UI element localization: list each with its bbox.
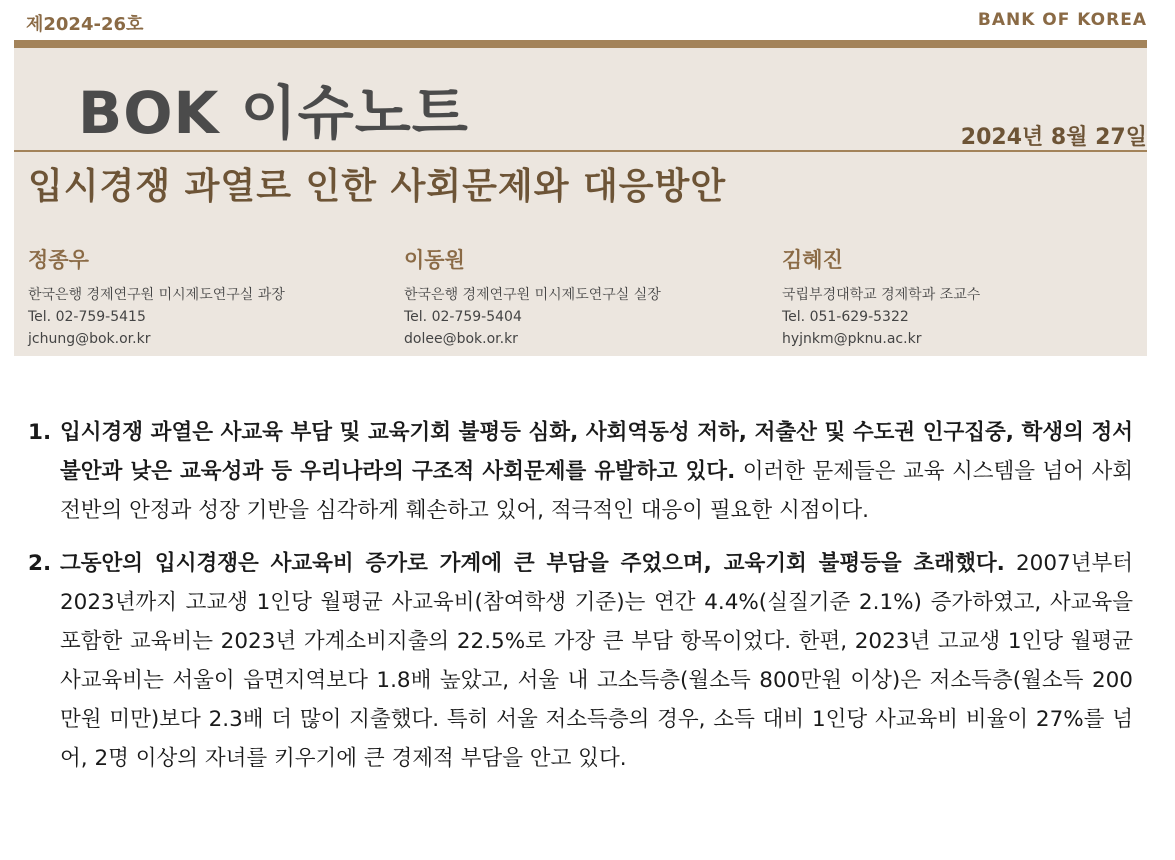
paragraph-text: 2007년부터 2023년까지 고교생 1인당 월평균 사교육비(참여학생 기준)는 연간 4.4%(실질기준 2.1%) 증가하였고, 사교육을 포함한 교육비는 2023년 가계소비지출의 22.5%로 가장 큰 부담 항목이었다. 한편, 2023년 고교생 1인당 월평균 사교육비는 서울이 읍면지역보다 1.8배 높았고, 서울 내 고소득층(월소득 800만원 이상)은 저소득층(월소득 200만원 미만)보다 2.3배 더 많이 지출했다. 특히 서울 저소득층의 경우, 소득 대비 1인당 사교육비 비율이 27%를 넘어, 2명 이상의 자녀를 키우기에 큰 경제적 부담을 안고 있다.	[60, 551, 1133, 771]
summary-body	[28, 413, 1133, 792]
top-bar	[14, 0, 1147, 40]
author-name: 김혜진	[782, 248, 843, 272]
series-name: BOK 이슈노트	[78, 79, 469, 147]
author-email: dolee@bok.or.kr	[404, 331, 518, 347]
issue-number: 제2024-26호	[26, 14, 144, 35]
summary-paragraph	[28, 544, 1133, 778]
summary-paragraph	[28, 413, 1133, 530]
author-tel: Tel. 02-759-5415	[28, 309, 146, 325]
document-title: 입시경쟁 과열로 인한 사회문제와 대응방안	[28, 166, 727, 207]
paragraph-lead: 입시경쟁 과열은 사교육 부담 및 교육기회 불평등 심화, 사회역동성 저하, 저출산 및 수도권 인구집중, 학생의 정서불안과 낮은 교육성과 등 우리나라의 구조적 사회문제를 유발하고 있다.	[60, 420, 1133, 484]
title-divider	[14, 150, 1147, 152]
organization-name: BANK OF KOREA	[977, 10, 1147, 30]
author-email: jchung@bok.or.kr	[28, 331, 151, 347]
author-name: 정종우	[28, 248, 89, 272]
author-affiliation: 국립부경대학교 경제학과 조교수	[782, 287, 981, 303]
title-banner	[14, 48, 1147, 356]
paragraph-number: 2.	[28, 551, 52, 576]
author-name: 이동원	[404, 248, 465, 272]
author-block	[28, 244, 388, 350]
author-affiliation: 한국은행 경제연구원 미시제도연구실 과장	[28, 287, 285, 303]
author-email: hyjnkm@pknu.ac.kr	[782, 331, 922, 347]
author-tel: Tel. 051-629-5322	[782, 309, 909, 325]
paragraph-number: 1.	[28, 420, 52, 445]
author-affiliation: 한국은행 경제연구원 미시제도연구실 실장	[404, 287, 661, 303]
paragraph-lead: 그동안의 입시경쟁은 사교육비 증가로 가계에 큰 부담을 주었으며, 교육기회 불평등을 초래했다.	[60, 551, 1005, 576]
paragraph-text: 이러한 문제들은 교육 시스템을 넘어 사회 전반의 안정과 성장 기반을 심각하게 훼손하고 있어, 적극적인 대응이 필요한 시점이다.	[60, 459, 1133, 523]
publication-date: 2024년 8월 27일	[960, 125, 1147, 150]
author-block	[404, 244, 764, 350]
author-tel: Tel. 02-759-5404	[404, 309, 522, 325]
author-block	[782, 244, 1142, 350]
header-rule	[14, 40, 1147, 48]
